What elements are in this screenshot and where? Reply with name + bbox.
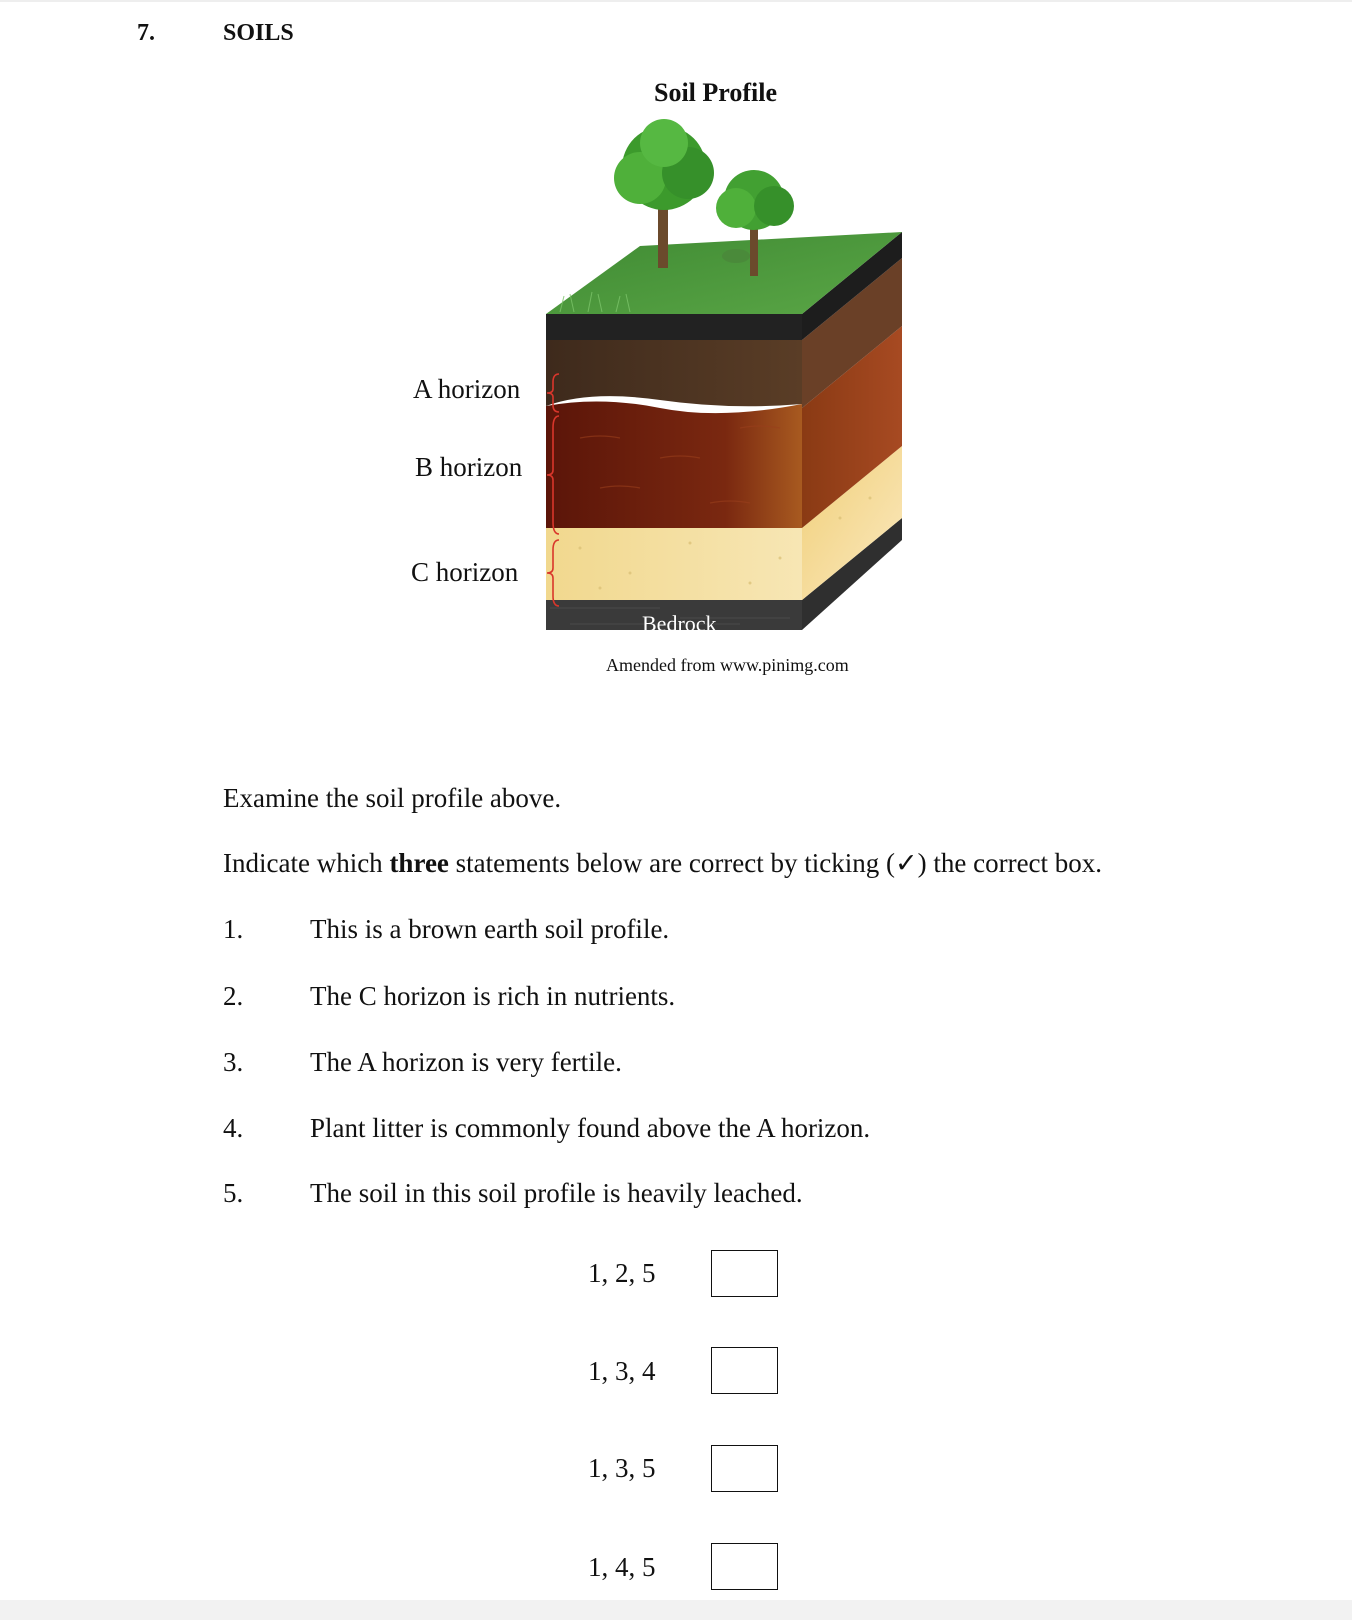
soil-profile-illustration (540, 118, 912, 648)
a-horizon-brace (547, 374, 559, 412)
b-horizon-label: B horizon (415, 452, 523, 482)
examine-instruction: Examine the soil profile above. (223, 783, 562, 813)
a-horizon-label: A horizon (413, 374, 521, 404)
question-number: 7. (137, 20, 155, 46)
statement-number: 4. (223, 1113, 244, 1143)
statement-text: The C horizon is rich in nutrients. (310, 981, 676, 1011)
option-label: 1, 2, 5 (588, 1258, 656, 1288)
bedrock-label: Bedrock (642, 611, 717, 636)
statement-text: The soil in this soil profile is heavily leached. (310, 1178, 803, 1208)
statement-text: This is a brown earth soil profile. (310, 914, 670, 944)
option-tickbox-1-3-4[interactable] (711, 1347, 778, 1394)
question-title: SOILS (223, 20, 294, 46)
page-bottom-strip (0, 1600, 1352, 1620)
statement-text: Plant litter is commonly found above the A horizon. (310, 1113, 871, 1143)
option-label: 1, 3, 4 (588, 1356, 656, 1386)
rock-icon (722, 249, 750, 263)
option-tickbox-1-3-5[interactable] (711, 1445, 778, 1492)
option-tickbox-1-4-5[interactable] (711, 1543, 778, 1590)
option-label: 1, 3, 5 (588, 1453, 656, 1483)
statement-text: The A horizon is very fertile. (310, 1047, 622, 1077)
topsoil-front (546, 314, 802, 340)
indicate-text-end: statements below are correct by ticking (✓) the correct box. (448, 848, 1103, 878)
indicate-instruction (223, 848, 1102, 879)
statement-number: 5. (223, 1178, 244, 1208)
a-horizon-front (546, 340, 802, 406)
statement-number: 2. (223, 981, 244, 1011)
c-horizon-brace (547, 540, 559, 606)
b-horizon-brace (547, 416, 559, 534)
option-label: 1, 4, 5 (588, 1552, 656, 1582)
figure-title: Soil Profile (654, 78, 778, 107)
page-top-rule (0, 0, 1352, 2)
c-horizon-front (546, 528, 802, 600)
horizon-braces (545, 372, 565, 610)
indicate-text-start: Indicate which (223, 848, 390, 878)
c-horizon-label: C horizon (411, 557, 519, 587)
statement-number: 1. (223, 914, 244, 944)
figure-source: Amended from www.pinimg.com (606, 655, 849, 675)
b-horizon-front (546, 401, 802, 528)
statement-number: 3. (223, 1047, 244, 1077)
indicate-text-bold: three (389, 848, 449, 878)
option-tickbox-1-2-5[interactable] (711, 1250, 778, 1297)
